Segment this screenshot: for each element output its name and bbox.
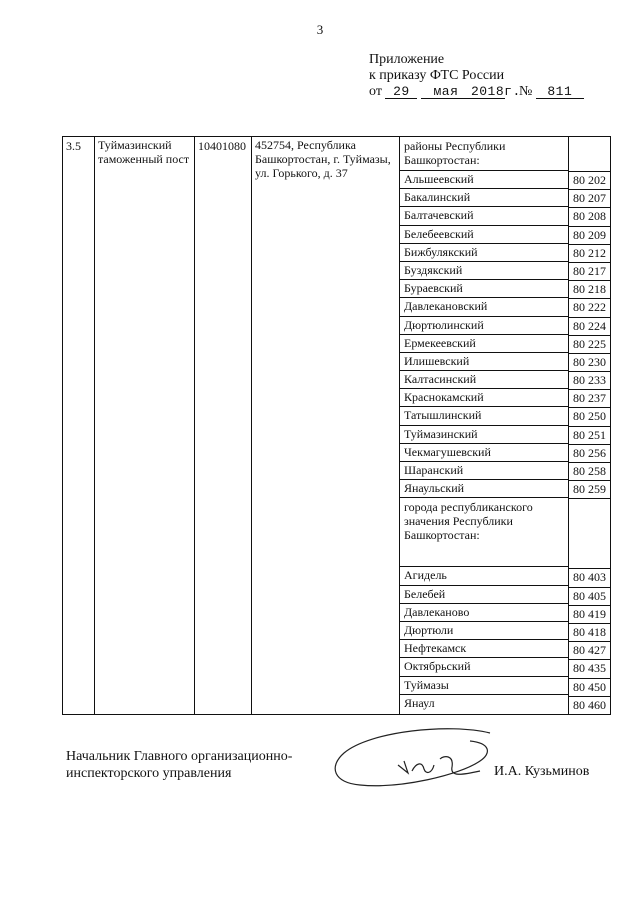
district-code: 80 233: [569, 372, 610, 390]
table-row: [63, 137, 611, 715]
signatory-title-line1: Начальник Главного организационно-: [66, 749, 293, 764]
appendix-date-line: [369, 84, 584, 100]
district-code: 80 209: [569, 227, 610, 245]
city-code: 80 427: [569, 642, 610, 660]
territory-codes-cell: [569, 137, 611, 715]
code-cell-empty: [569, 499, 610, 569]
district-name: Чекмагушевский: [400, 444, 568, 462]
district-code: 80 202: [569, 172, 610, 190]
district-name: Бураевский: [400, 280, 568, 298]
district-code: 80 207: [569, 190, 610, 208]
territory-names-cell: [400, 137, 569, 715]
signatory-title: [66, 748, 292, 782]
district-name: Бакалинский: [400, 189, 568, 207]
signatory-name: И.А. Кузьминов: [494, 764, 590, 779]
district-code: 80 230: [569, 354, 610, 372]
district-group-header: районы Республики Башкортостан:: [400, 137, 568, 171]
code-cell-empty: [569, 137, 610, 172]
city-name: Давлеканово: [400, 604, 568, 622]
post-address: 452754, Республика Башкортостан, г. Туймазы, ул. Горького, д. 37: [252, 137, 400, 715]
district-name: Краснокамский: [400, 389, 568, 407]
city-code: 80 418: [569, 624, 610, 642]
order-number-label: №: [518, 84, 533, 99]
city-name: Янаул: [404, 695, 435, 710]
district-name: Шаранский: [400, 462, 568, 480]
city-code: 80 403: [569, 569, 610, 587]
date-month: мая: [421, 85, 471, 99]
city-name: Нефтекамск: [400, 640, 568, 658]
post-code: 10401080: [195, 137, 252, 715]
handwritten-signature: [330, 725, 500, 800]
order-number: 811: [536, 85, 584, 99]
city-code: 80 450: [569, 679, 610, 697]
district-name: Белебеевский: [400, 226, 568, 244]
row-index: 3.5: [63, 137, 95, 715]
appendix-header: [369, 52, 584, 100]
district-code: 80 208: [569, 208, 610, 226]
district-name: Дюртюлинский: [400, 317, 568, 335]
district-code: 80 251: [569, 427, 610, 445]
district-name: Балтачевский: [400, 207, 568, 225]
district-name: Калтасинский: [400, 371, 568, 389]
district-code: 80 225: [569, 336, 610, 354]
appendix-title: Приложение: [369, 52, 445, 67]
date-from-label: от: [369, 84, 382, 99]
district-code: 80 218: [569, 281, 610, 299]
city-name: Туймазы: [400, 677, 568, 695]
signatory-title-line2: инспекторского управления: [66, 766, 232, 781]
city-code: 80 435: [569, 660, 610, 678]
territory-codes: [569, 137, 610, 714]
district-name: Альшеевский: [400, 171, 568, 189]
district-name: Ермекеевский: [400, 335, 568, 353]
district-name: Бижбулякский: [400, 244, 568, 262]
district-code: 80 250: [569, 408, 610, 426]
city-name: Белебей: [400, 586, 568, 604]
district-name: Буздякский: [400, 262, 568, 280]
district-code: 80 222: [569, 299, 610, 317]
date-day: 29: [385, 85, 417, 99]
city-code: 80 419: [569, 606, 610, 624]
district-code: 80 217: [569, 263, 610, 281]
district-name: Туймазинский: [400, 426, 568, 444]
district-code: 80 256: [569, 445, 610, 463]
district-code: 80 212: [569, 245, 610, 263]
district-name: Татышлинский: [400, 407, 568, 425]
appendix-order-ref: к приказу ФТС России: [369, 68, 505, 83]
city-name: Дюртюли: [400, 622, 568, 640]
district-name: Давлекановский: [400, 298, 568, 316]
district-code: 80 237: [569, 390, 610, 408]
district-code: 80 259: [569, 481, 610, 499]
customs-table: [62, 136, 611, 715]
city-group-header: города республиканского значения Республики Башкортостан:: [400, 498, 568, 567]
city-code: 80 405: [569, 588, 610, 606]
district-code: 80 224: [569, 318, 610, 336]
date-year: 2018г.: [470, 84, 521, 99]
page-number: 3: [316, 22, 324, 37]
district-name: Илишевский: [400, 353, 568, 371]
territory-names: [400, 137, 568, 712]
district-name: Янаульский: [400, 480, 568, 498]
city-code: 80 460: [573, 697, 606, 712]
city-name: Агидель: [400, 567, 568, 585]
district-code: 80 258: [569, 463, 610, 481]
city-name: Октябрьский: [400, 658, 568, 676]
post-name: Туймазинский таможенный пост: [95, 137, 195, 715]
